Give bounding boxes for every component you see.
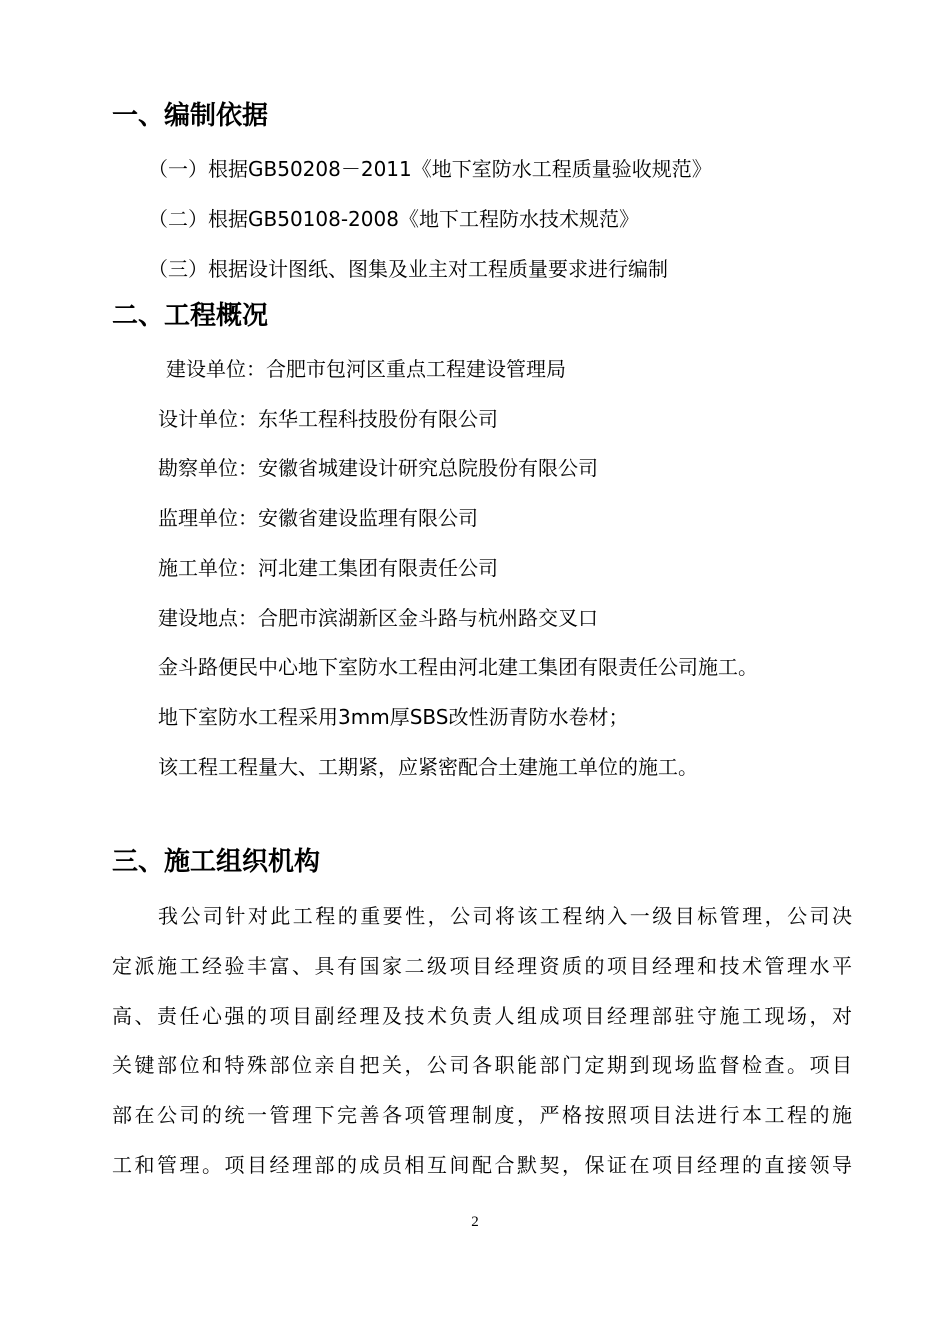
- overview-statement-2: 地下室防水工程采用3mm厚SBS改性沥青防水卷材；: [158, 705, 629, 729]
- organization-paragraph-line-6: 工和管理。项目经理部的成员相互间配合默契，保证在项目经理的直接领导: [112, 1153, 852, 1177]
- organization-paragraph-line-4: 关键部位和特殊部位亲自把关，公司各职能部门定期到现场监督检查。项目: [112, 1053, 852, 1077]
- page-number: 2: [471, 1214, 479, 1230]
- overview-statement-3: 该工程工程量大、工期紧，应紧密配合土建施工单位的施工。: [158, 755, 698, 779]
- basis-item-1: （一）根据GB50208－2011《地下室防水工程质量验收规范》: [148, 157, 712, 181]
- overview-survey-unit: 勘察单位：安徽省城建设计研究总院股份有限公司: [158, 456, 598, 480]
- organization-paragraph-line-3: 高、责任心强的项目副经理及技术负责人组成项目经理部驻守施工现场，对: [112, 1004, 852, 1028]
- overview-contractor-unit: 施工单位：河北建工集团有限责任公司: [158, 556, 498, 580]
- section-heading-basis: 一、编制依据: [112, 101, 269, 131]
- overview-design-unit: 设计单位：东华工程科技股份有限公司: [158, 407, 498, 431]
- overview-supervision-unit: 监理单位：安徽省建设监理有限公司: [158, 506, 478, 530]
- organization-paragraph-line-2: 定派施工经验丰富、具有国家二级项目经理资质的项目经理和技术管理水平: [112, 954, 852, 978]
- overview-construction-unit: 建设单位：合肥市包河区重点工程建设管理局: [166, 357, 566, 381]
- basis-item-2: （二）根据GB50108-2008《地下工程防水技术规范》: [148, 207, 639, 231]
- section-heading-overview: 二、工程概况: [112, 301, 269, 331]
- basis-item-3: （三）根据设计图纸、图集及业主对工程质量要求进行编制: [148, 257, 668, 281]
- overview-site-location: 建设地点：合肥市滨湖新区金斗路与杭州路交叉口: [158, 606, 598, 630]
- organization-paragraph-line-1: 我公司针对此工程的重要性，公司将该工程纳入一级目标管理，公司决: [158, 904, 852, 928]
- organization-paragraph-line-5: 部在公司的统一管理下完善各项管理制度，严格按照项目法进行本工程的施: [112, 1103, 852, 1127]
- overview-statement-1: 金斗路便民中心地下室防水工程由河北建工集团有限责任公司施工。: [158, 655, 758, 679]
- section-heading-organization: 三、施工组织机构: [112, 847, 321, 877]
